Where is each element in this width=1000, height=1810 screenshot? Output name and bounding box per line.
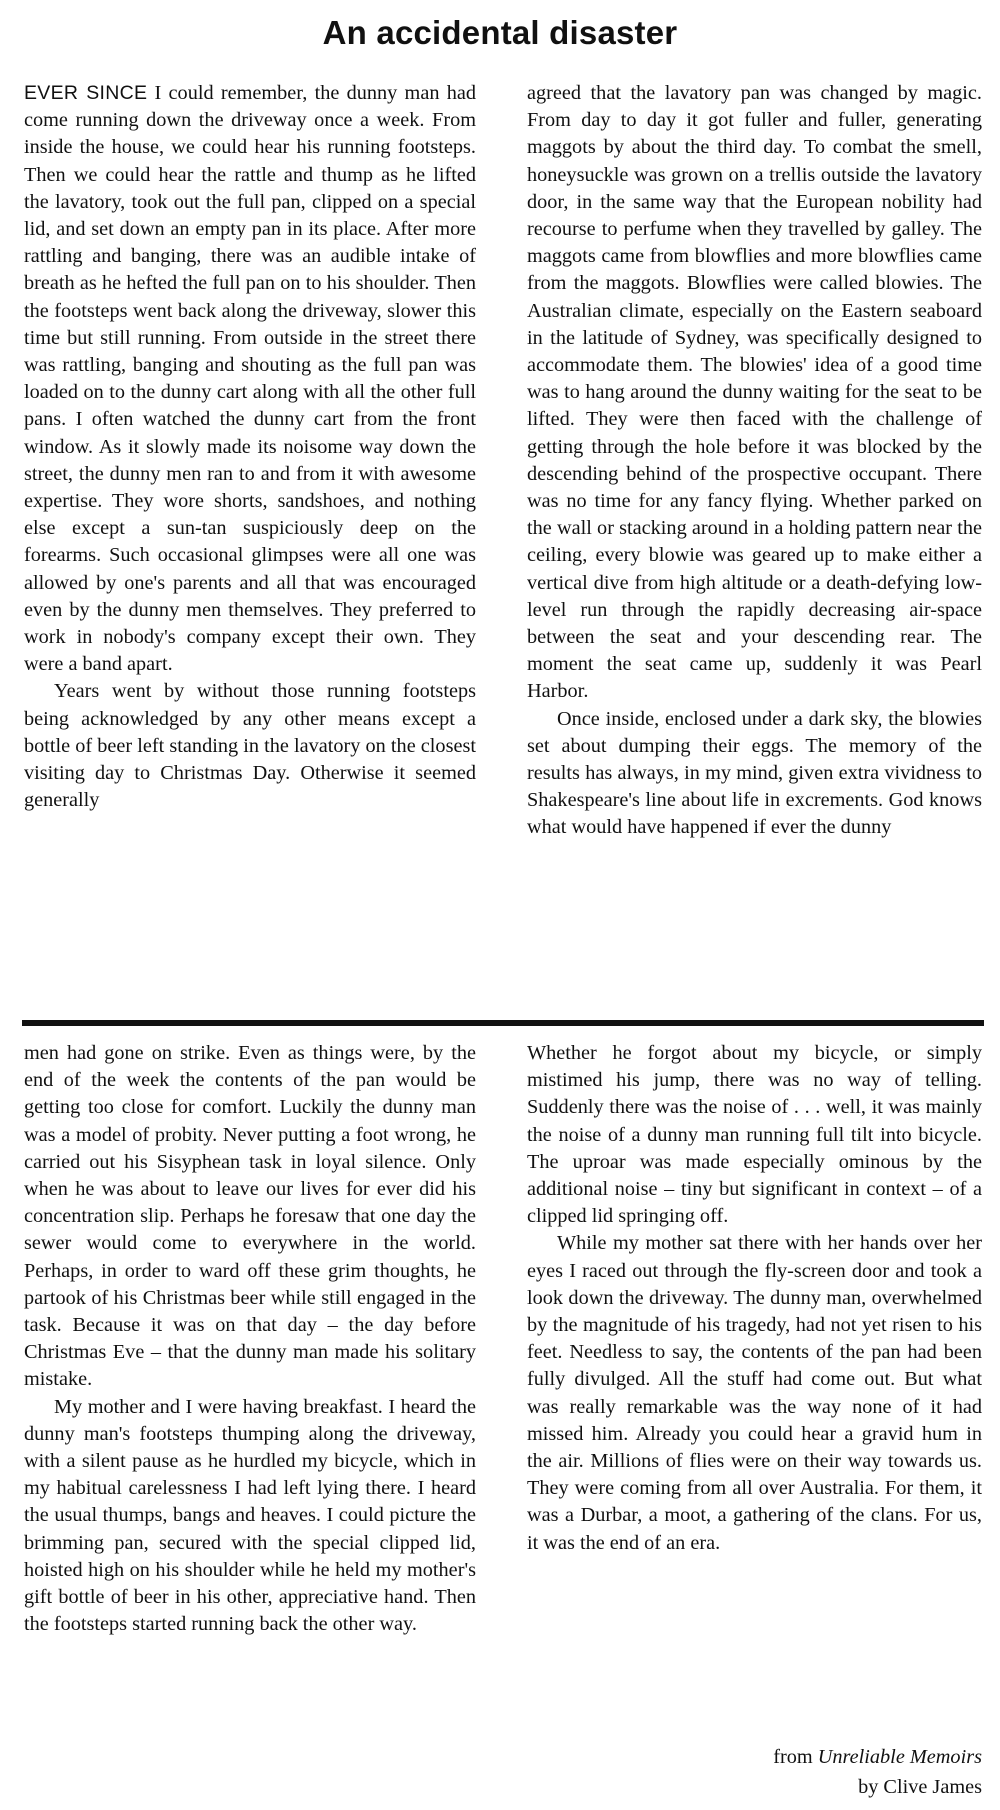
column-top-right [527,80,982,842]
paragraph: Once inside, enclosed under a dark sky, the blowies set about dumping their eggs. The memory of the results has always, in my mind, given extra vividness to Shakespeare's line about life in excrements. God knows what would have happened if ever the dunny [527,707,982,839]
paragraph: agreed that the lavatory pan was changed by magic. From day to day it got fuller and fuller, generating maggots by about the third day. To combat the smell, honeysuckle was grown on a trellis outside the lavatory door, in the same way that the European nobility had recourse to perfume when they travelled by galley. The maggots came from blowflies and more blowflies came from the maggots. Blowflies were called blowies. The Australian climate, especially on the Eastern seaboard in the latitude of Sydney, was specifically designed to accommodate them. The blowies' idea of a good time was to hang around the dunny waiting for the seat to be lifted. They were then faced with the challenge of getting through the hole before it was blocked by the descending behind of the prospective occupant. There was no time for any fancy flying. Whether parked on the wall or stacking around in a holding pattern near the ceiling, every blowie was geared up to make either a vertical dive from high altitude or a death-defying low-level run through the rapidly decreasing air-space between the seat and your descending rear. The moment the seat came up, suddenly it was Pearl Harbor. [527,82,982,703]
column-bottom-left [24,1040,476,1638]
paragraph: men had gone on strike. Even as things were, by the end of the week the contents of the pan would be getting too close for comfort. Luckily the dunny man was a model of probity. Never putting a foot wrong, he carried out his Sisyphean task in loyal silence. Only when he was about to leave our lives for ever did his concentration slip. Perhaps he foresaw that one day the sewer would come to everywhere in the world. Perhaps, in order to ward off these grim thoughts, he partook of his Christmas beer while still engaged in the task. Because it was on that day – the day before Christmas Eve – that the dunny man made his solitary mistake. [24,1042,476,1391]
column-bottom-right [527,1040,982,1557]
paragraph: Whether he forgot about my bicycle, or simply mistimed his jump, there was no way of telling. Suddenly there was the noise of . . . well, it was mainly the noise of a dunny man running full tilt into bicycle. The uproar was made especially ominous by the additional noise – tiny but significant in context – of a clipped lid springing off. [527,1042,982,1228]
column-top-left [24,80,476,814]
article-title: An accidental disaster [322,14,678,51]
credit-book-title: Unreliable Memoirs [817,1746,982,1768]
paragraph: My mother and I were having breakfast. I heard the dunny man's footsteps thumping along the driveway, with a silent pause as he hurdled my bicycle, which in my habitual carelessness I had left lying there. I heard the usual thumps, bangs and heaves. I could picture the brimming pan, secured with the special clipped lid, hoisted high on his shoulder while he held my mother's gift bottle of beer in his other, appreciative hand. Then the footsteps started running back the other way. [24,1395,476,1636]
lead-in-caps: EVER SINCE [24,82,148,104]
paragraph-text: I could remember, the dunny man had come running down the driveway once a week. From inside the house, we could hear his running footsteps. Then we could hear the rattle and thump as he lifted the lavatory, took out the full pan, clipped on a special lid, and set down an empty pan in its place. After more rattling and banging, there was an audible intake of breath as he hefted the full pan on to his shoulder. Then the footsteps went back along the driveway, slower this time but still running. From outside in the street there was rattling, banging and shouting as the full pan was loaded on to the dunny cart along with all the other full pans. I often watched the dunny cart from the front window. As it slowly made its noisome way down the street, the dunny men ran to and from it with awesome expertise. They wore shorts, sandshoes, and nothing else except a sun-tan suspiciously deep on the forearms. Such occasional glimpses were all one was allowed by one's parents and all that was encouraged even by the dunny men themselves. They preferred to work in nobody's company except their own. They were a band apart. [24,82,476,676]
credit-from: from [773,1746,818,1768]
paragraph: While my mother sat there with her hands over her eyes I raced out through the fly-screen door and took a look down the driveway. The dunny man, overwhelmed by the magnitude of his tragedy, had not yet risen to his feet. Needless to say, the contents of the pan had been fully divulged. All the stuff had come out. But what was really remarkable was the way none of it had missed him. Already you could hear a gravid hum in the air. Millions of flies were on their way towards us. They were coming from all over Australia. For them, it was a Durbar, a moot, a gathering of the clans. For us, it was the end of an era. [527,1232,982,1554]
section-divider-rule [22,1020,984,1026]
paragraph: Years went by without those running footsteps being acknowledged by any other means except a bottle of beer left standing in the lavatory on the closest visiting day to Christmas Day. Otherwise it seemed generally [24,680,476,812]
credit-source-line [773,1742,982,1772]
paragraph [24,80,476,678]
credit-author: by Clive James [858,1776,982,1798]
source-credit [773,1742,982,1802]
